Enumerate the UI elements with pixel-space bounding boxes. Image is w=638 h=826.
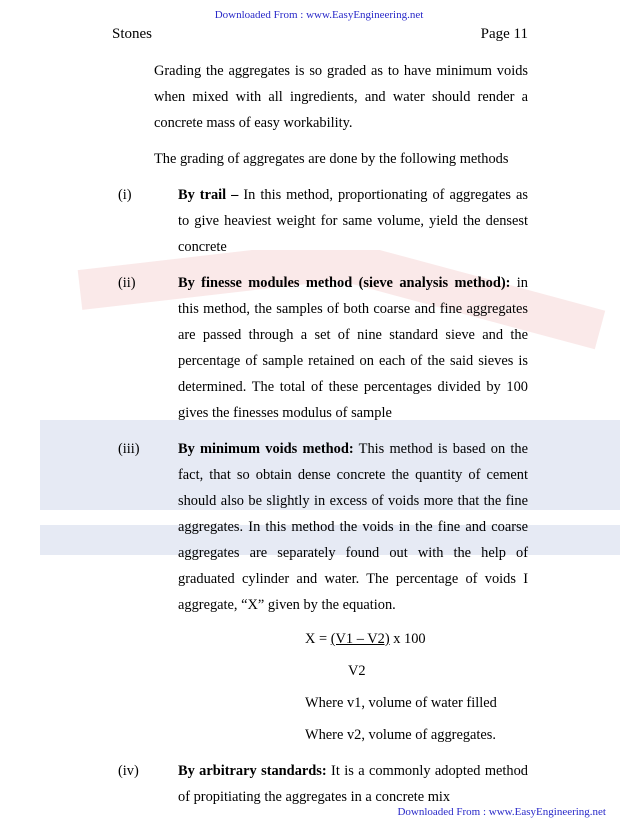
item-text: This method is based on the fact, that so obtain dense concrete the quantity of cement should also be slightly in excess of voids more that the fine aggregates. In this method the voids in the fine and coarse aggregates are separately found out with the help of graduated cylinder and water. The percentage of voids I aggregate, “X” given by the equation. — [178, 441, 528, 613]
item-body — [178, 758, 528, 810]
item-number: (ii) — [118, 275, 136, 291]
item-body — [178, 270, 528, 426]
item-text: In this method, proportionating of aggregates as to give heaviest weight for same volume, yield the densest concrete — [178, 187, 528, 255]
equation-lhs: X = — [305, 631, 331, 647]
item-text: in this method, the samples of both coarse and fine aggregates are passed through a set of nine standard sieve and the percentage of sample retained on each of the said sieves is determined. The total of these percentages divided by 100 gives the finesses modulus of sample — [178, 275, 529, 421]
item-body — [178, 182, 528, 260]
header-section-name: Stones — [112, 26, 153, 42]
method-item — [118, 758, 528, 810]
item-title: By minimum voids method: — [178, 441, 354, 457]
header-page-number: Page 11 — [480, 26, 528, 42]
equation-where-1: Where v1, volume of water filled — [305, 695, 497, 711]
method-item — [118, 270, 528, 426]
page-content — [118, 58, 528, 810]
method-item — [118, 182, 528, 260]
top-download-link[interactable]: Downloaded From : www.EasyEngineering.net — [214, 9, 424, 21]
item-title: By finesse modules method (sieve analysis method): — [178, 275, 511, 291]
equation-denominator: V2 — [348, 663, 366, 679]
equation-numerator: (V1 – V2) — [330, 631, 390, 647]
item-title: By trail – — [178, 187, 239, 203]
item-number: (iv) — [118, 763, 139, 779]
bottom-download-link[interactable]: Downloaded From : www.EasyEngineering.net — [397, 806, 606, 818]
equation-where-2: Where v2, volume of aggregates. — [305, 727, 496, 743]
item-body — [178, 436, 528, 748]
method-item — [118, 436, 528, 748]
intro-paragraph: Grading the aggregates is so graded as to have minimum voids when mixed with all ingredients, and water should render a concrete mass of easy workability. — [154, 63, 528, 131]
methods-intro: The grading of aggregates are done by the following methods — [154, 151, 509, 167]
item-text: It is a commonly adopted method of propitiating the aggregates in a concrete mix — [178, 763, 528, 805]
item-number: (iii) — [118, 441, 140, 457]
item-title: By arbitrary standards: — [178, 763, 327, 779]
item-number: (i) — [118, 187, 132, 203]
equation-rhs: x 100 — [389, 631, 426, 647]
equation-line — [178, 626, 528, 652]
